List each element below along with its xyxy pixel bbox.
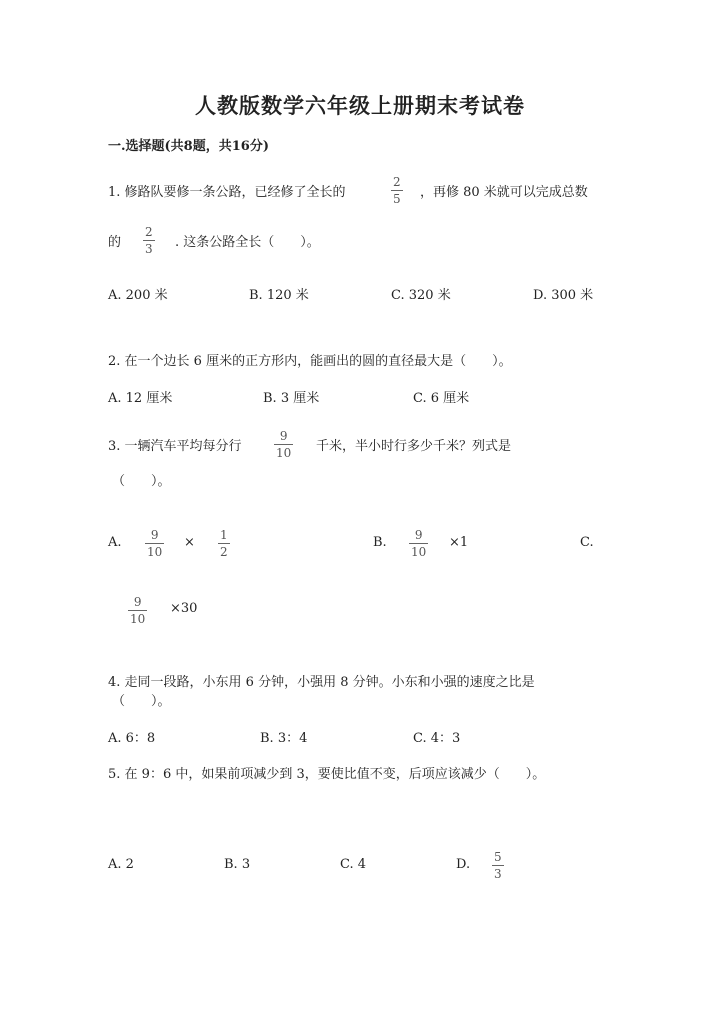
- q4-text-part2: （ ）。: [112, 694, 171, 709]
- q3-text-part3: （ ）。: [112, 474, 171, 489]
- q2-text: 2. 在一个边长 6 厘米的正方形内，能画出的圆的直径最大是（ ）。: [108, 354, 512, 369]
- q1-fraction-1: [391, 176, 403, 205]
- fraction-denominator: 2: [220, 545, 228, 559]
- q1-text-part4: . 这条公路全长（ ）。: [175, 235, 320, 250]
- fraction-numerator: 9: [133, 595, 142, 609]
- q1-option-d: D. 300 米: [533, 288, 594, 303]
- q1-option-a: A. 200 米: [108, 288, 168, 303]
- fraction-denominator: 3: [145, 242, 153, 256]
- fraction-denominator: 10: [411, 545, 427, 559]
- fraction-numerator: 2: [145, 225, 153, 239]
- fraction-numerator: 9: [414, 528, 423, 542]
- q1-text-part2: ，再修 80 米就可以完成总数: [420, 185, 588, 200]
- q2-option-b: B. 3 厘米: [263, 391, 320, 406]
- q1-option-c: C. 320 米: [391, 288, 451, 303]
- q5-option-a: A. 2: [108, 857, 134, 872]
- q3-option-a-label: A.: [108, 535, 122, 550]
- q3-option-c-label: C.: [580, 535, 594, 550]
- q3-option-c-tail: ×30: [170, 601, 198, 616]
- q5-text: 5. 在 9：6 中，如果前项减少到 3，要使比值不变，后项应该减少（ ）。: [108, 767, 546, 782]
- q3-option-b-label: B.: [373, 535, 387, 550]
- page-title: 人教版数学六年级上册期末考试卷: [195, 93, 525, 118]
- q4-option-c: C. 4：3: [413, 731, 461, 746]
- q1-fraction-2: [143, 226, 155, 255]
- q3-option-a-fraction-2: [218, 529, 230, 558]
- fraction-denominator: 5: [393, 192, 401, 206]
- q1-text-part1: 1. 修路队要修一条公路，已经修了全长的: [108, 185, 346, 200]
- fraction-numerator: 9: [150, 528, 159, 542]
- q5-option-d-label: D.: [456, 857, 471, 872]
- fraction-denominator: 10: [147, 545, 163, 559]
- section-header: 一.选择题(共8题，共16分): [108, 139, 269, 154]
- q2-option-a: A. 12 厘米: [108, 391, 173, 406]
- q3-option-b-fraction: [409, 529, 428, 558]
- q5-option-d-fraction: [492, 851, 504, 880]
- fraction-denominator: 10: [130, 612, 146, 626]
- fraction-numerator: 9: [279, 429, 288, 443]
- q5-option-b: B. 3: [224, 857, 251, 872]
- q4-text: 4. 走同一段路，小东用 6 分钟，小强用 8 分钟。小东和小强的速度之比是: [108, 675, 535, 690]
- fraction-numerator: 5: [494, 850, 502, 864]
- q3-option-c-fraction: [128, 596, 147, 625]
- q3-option-a-fraction-1: [145, 529, 164, 558]
- q4-option-b: B. 3：4: [260, 731, 308, 746]
- q3-text-part1: 3. 一辆汽车平均每分行: [108, 439, 242, 454]
- q4-option-a: A. 6：8: [108, 731, 156, 746]
- fraction-numerator: 2: [393, 175, 401, 189]
- q2-option-c: C. 6 厘米: [413, 391, 470, 406]
- q3-text-part2: 千米，半小时行多少千米？列式是: [316, 439, 512, 454]
- fraction-denominator: 10: [276, 446, 292, 460]
- q3-option-a-times: ×: [184, 535, 195, 550]
- fraction-denominator: 3: [494, 867, 502, 881]
- q3-fraction: [274, 430, 293, 459]
- q5-option-c: C. 4: [340, 857, 367, 872]
- q1-option-b: B. 120 米: [249, 288, 309, 303]
- fraction-numerator: 1: [220, 528, 228, 542]
- q3-option-b-tail: ×1: [449, 535, 469, 550]
- q1-text-part3: 的: [108, 235, 122, 250]
